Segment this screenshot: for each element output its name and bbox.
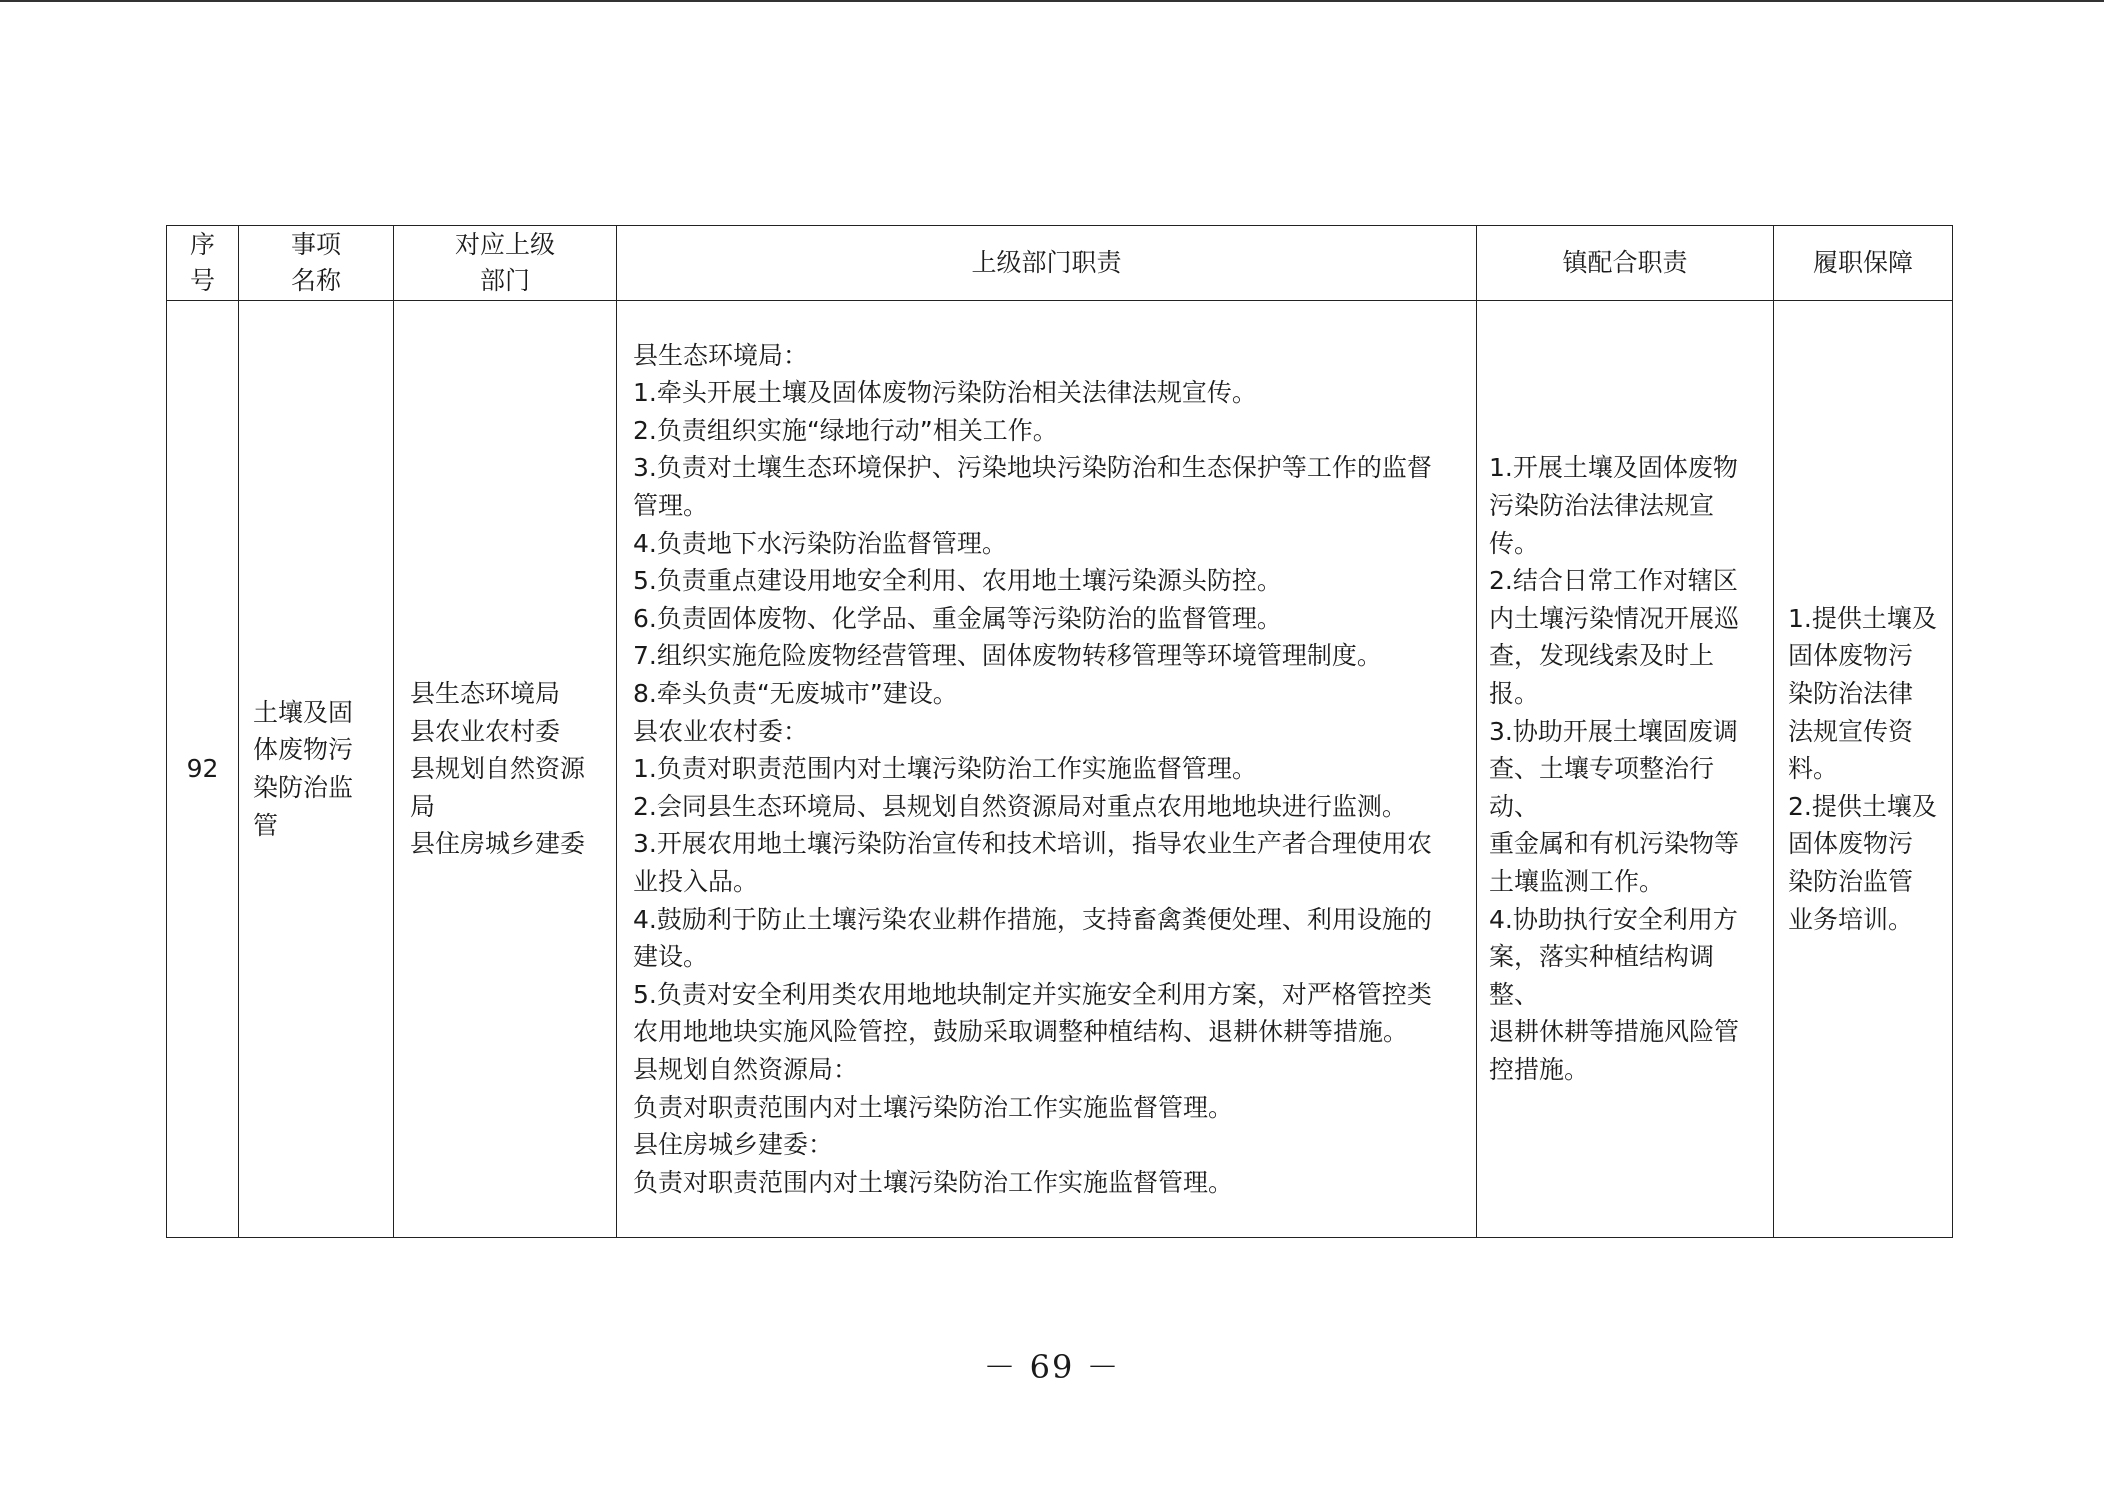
header-seq: 序 号 bbox=[167, 226, 239, 301]
header-superior-dept: 对应上级 部门 bbox=[394, 226, 617, 301]
duty-table bbox=[166, 225, 1953, 1238]
row-number: 92 bbox=[167, 301, 239, 1238]
superior-departments: 县生态环境局 县农业农村委 县规划自然资源 局 县住房城乡建委 bbox=[394, 301, 617, 1238]
header-town-duty: 镇配合职责 bbox=[1477, 226, 1774, 301]
table-row bbox=[167, 301, 1953, 1238]
header-superior-duty: 上级部门职责 bbox=[617, 226, 1477, 301]
header-item-name: 事项 名称 bbox=[239, 226, 394, 301]
page-number: － 69 － bbox=[983, 1348, 1121, 1386]
top-border-line bbox=[0, 0, 2104, 2]
guarantees: 1.提供土壤及 固体废物污 染防治法律 法规宣传资 料。 2.提供土壤及 固体废物污 染防治监管 业务培训。 bbox=[1774, 301, 1953, 1238]
town-duties: 1.开展土壤及固体废物 污染防治法律法规宣 传。 2.结合日常工作对辖区 内土壤污染情况开展巡 查，发现线索及时上报。 3.协助开展土壤固废调 查、土壤专项整治行动、 重金属和有机污染物等 土壤监测工作。 4.协助执行安全利用方 案，落实种植结构调整、 退耕休耕等措施风险管 控措施。 bbox=[1477, 301, 1774, 1238]
header-guarantee: 履职保障 bbox=[1774, 226, 1953, 301]
table-header-row bbox=[167, 226, 1953, 301]
item-name: 土壤及固 体废物污 染防治监 管 bbox=[239, 301, 394, 1238]
superior-duties: 县生态环境局： 1.牵头开展土壤及固体废物污染防治相关法律法规宣传。 2.负责组织实施“绿地行动”相关工作。 3.负责对土壤生态环境保护、污染地块污染防治和生态保护等工作的监督 管理。 4.负责地下水污染防治监督管理。 5.负责重点建设用地安全利用、农用地土壤污染源头防控。 6.负责固体废物、化学品、重金属等污染防治的监督管理。 7.组织实施危险废物经营管理、固体废物转移管理等环境管理制度。 8.牵头负责“无废城市”建设。 县农业农村委： 1.负责对职责范围内对土壤污染防治工作实施监督管理。 2.会同县生态环境局、县规划自然资源局对重点农用地地块进行监测。 3.开展农用地土壤污染防治宣传和技术培训，指导农业生产者合理使用农 业投入品。 4.鼓励利于防止土壤污染农业耕作措施，支持畜禽粪便处理、利用设施的 建设。 5.负责对安全利用类农用地地块制定并实施安全利用方案，对严格管控类 农用地地块实施风险管控，鼓励采取调整种植结构、退耕休耕等措施。 县规划自然资源局： 负责对职责范围内对土壤污染防治工作实施监督管理。 县住房城乡建委： 负责对职责范围内对土壤污染防治工作实施监督管理。 bbox=[617, 301, 1477, 1238]
